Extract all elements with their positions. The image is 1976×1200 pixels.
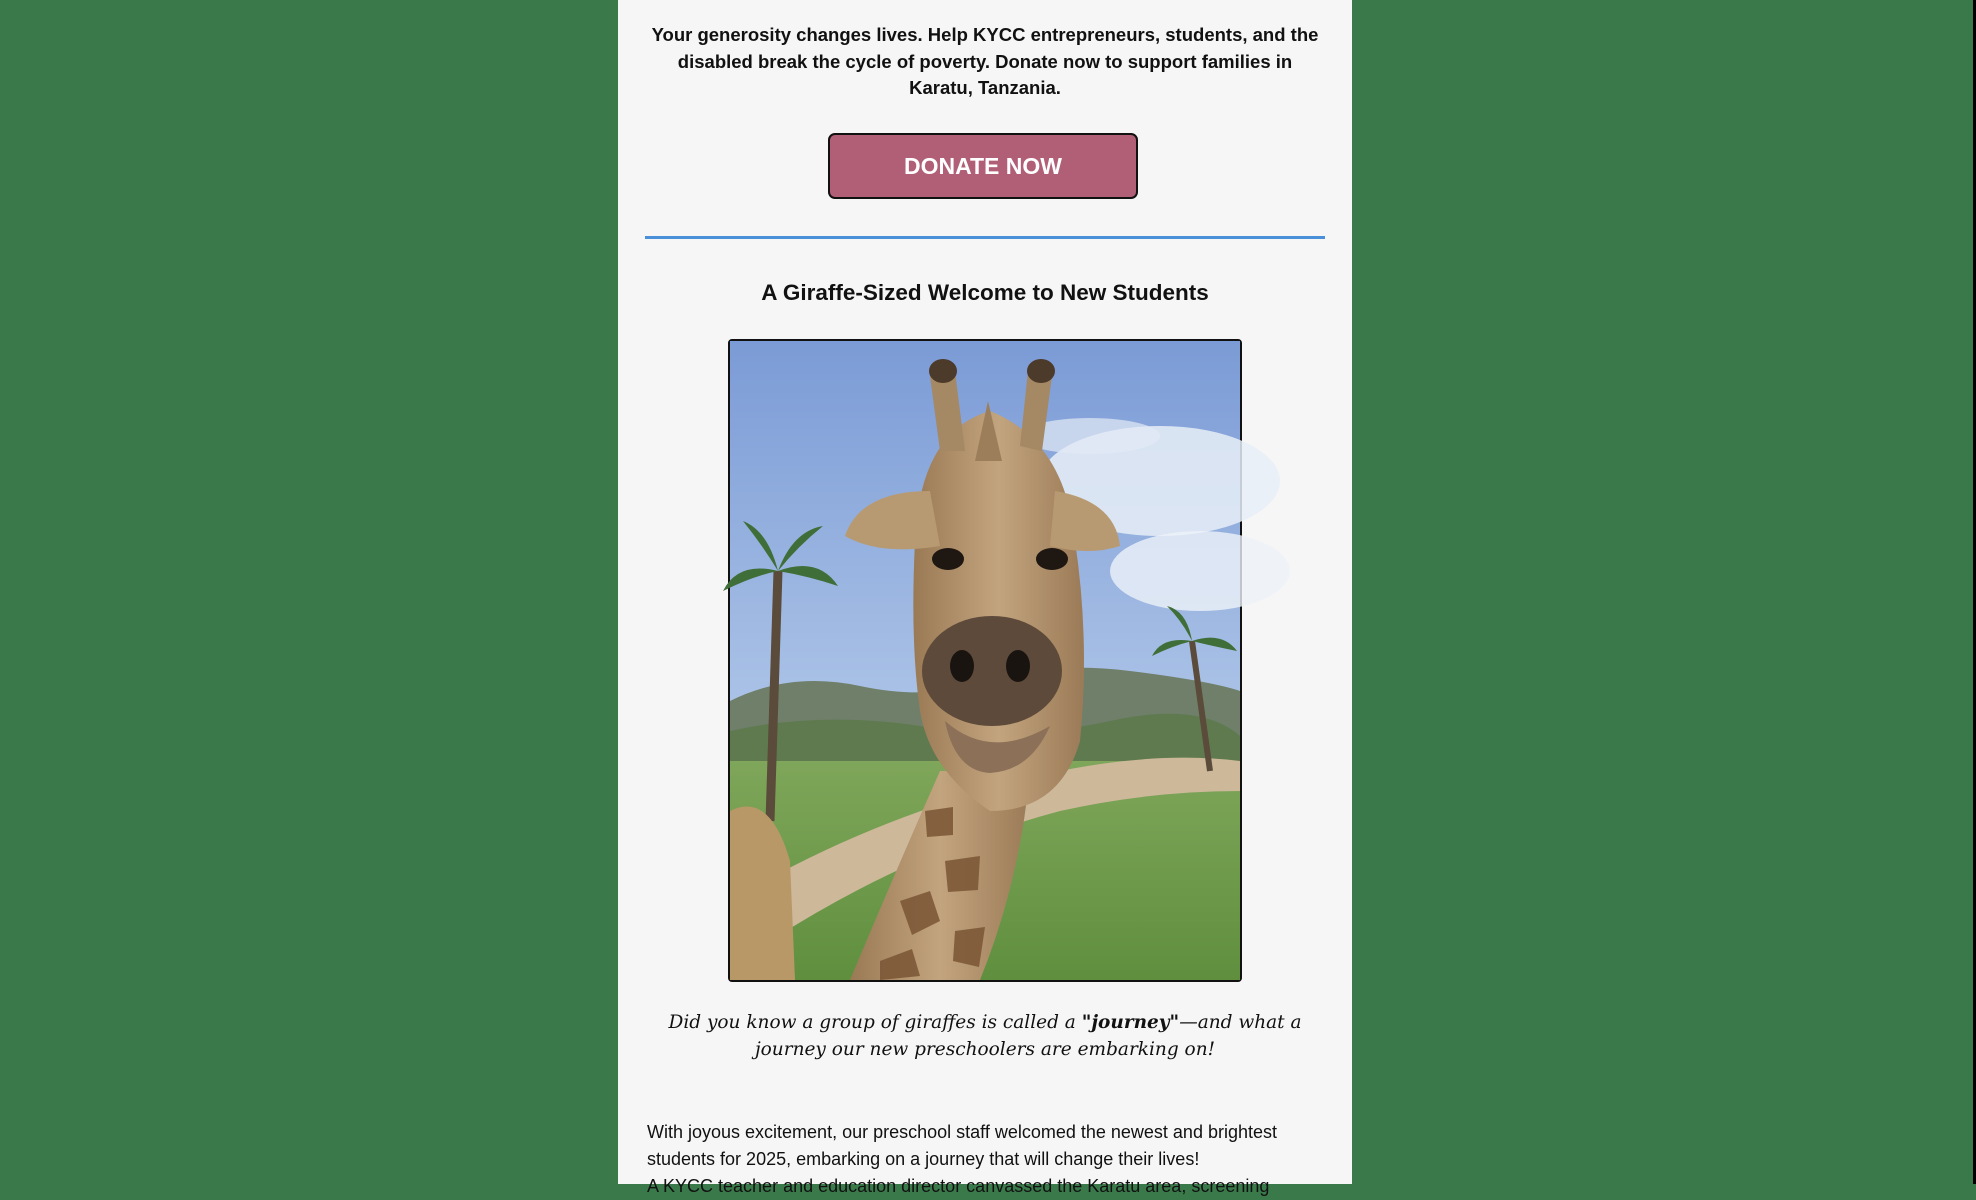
caption-text-start: Did you know a group of giraffes is called a [668, 1012, 1082, 1033]
giraffe-photo [728, 339, 1242, 982]
article-body [647, 1119, 1317, 1200]
article-title: A Giraffe-Sized Welcome to New Students [761, 280, 1209, 305]
article-paragraph: With joyous excitement, our preschool staff welcomed the newest and brightest students for 2025, embarking on a journey that will change their lives! [647, 1122, 1277, 1169]
caption-text-end: —and what a journey our new preschoolers are embarking on! [754, 1012, 1302, 1060]
giraffe-illustration [730, 341, 1240, 980]
donate-now-button[interactable]: DONATE NOW [828, 133, 1138, 199]
email-content-column [618, 0, 1352, 1196]
intro-text: Your generosity changes lives. Help KYCC entrepreneurs, students, and the disabled break the cycle of poverty. Donate now to support families in Karatu, Tanzania. [651, 24, 1319, 98]
photo-caption [642, 1009, 1328, 1063]
article-paragraph-partial: A KYCC teacher and education director canvassed the Karatu area, screening [647, 1176, 1270, 1196]
caption-emphasis: "journey" [1081, 1012, 1180, 1033]
section-divider [645, 236, 1325, 239]
